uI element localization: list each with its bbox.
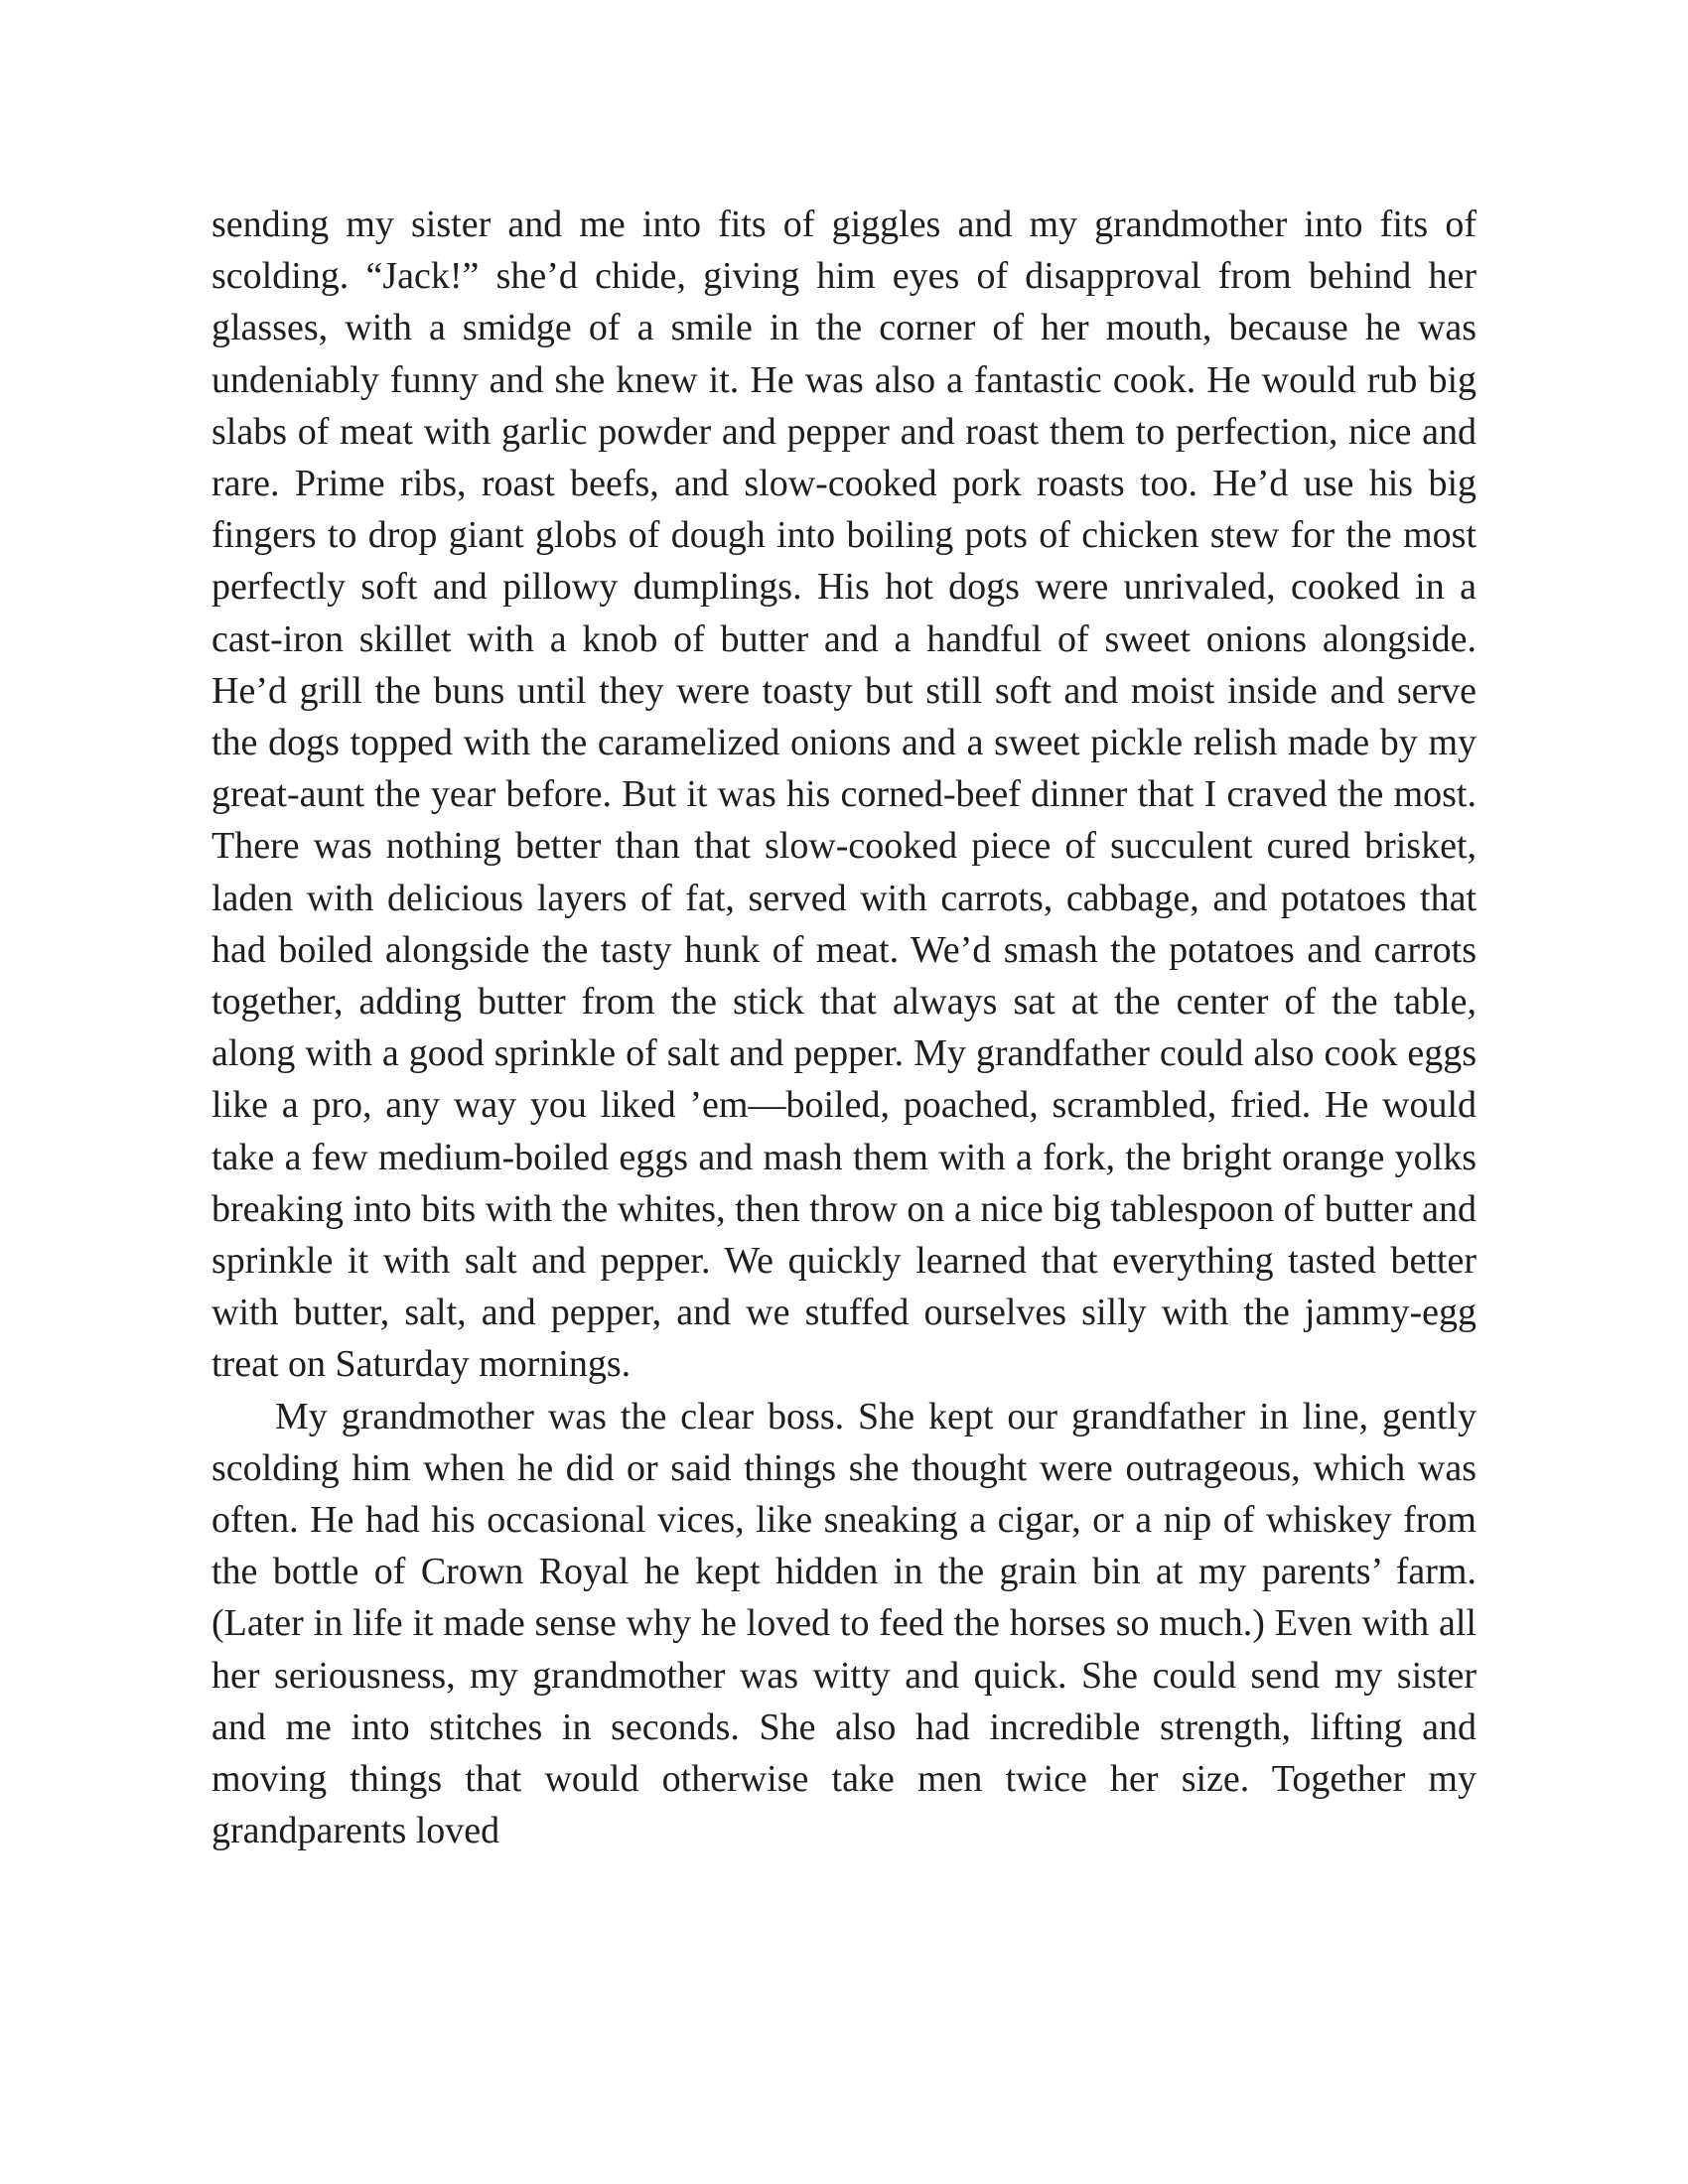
paragraph-continued: sending my sister and me into fits of giggles and my grandmother into fits of scolding. “Jack!” she’d chide, giving him eyes of disapproval from behind her glasses, with a smidge of a smile in the corner of her mouth, because he was undeniably funny and she knew it. He was also a fantastic cook. He would rub big slabs of meat with garlic powder and pepper and roast them to perfection, nice and rare. Prime ribs, roast beefs, and slow-cooked pork roasts too. He’d use his big fingers to drop giant globs of dough into boiling pots of chicken stew for the most perfectly soft and pillowy dumplings. His hot dogs were unrivaled, cooked in a cast-iron skillet with a knob of butter and a handful of sweet onions alongside. He’d grill the buns until they were toasty but still soft and moist inside and serve the dogs topped with the caramelized onions and a sweet pickle relish made by my great-aunt the year before. But it was his corned-beef dinner that I craved the most. There was nothing better than that slow-cooked piece of succulent cured brisket, laden with delicious layers of fat, served with carrots, cabbage, and potatoes that had boiled alongside the tasty hunk of meat. We’d smash the potatoes and carrots together, adding butter from the stick that always sat at the center of the table, along with a good sprinkle of salt and pepper. My grandfather could also cook eggs like a pro, any way you liked ’em—boiled, poached, scrambled, fried. He would take a few medium-boiled eggs and mash them with a fork, the bright orange yolks breaking into bits with the whites, then throw on a nice big tablespoon of butter and sprinkle it with salt and pepper. We quickly learned that everything tasted better with butter, salt, and pepper, and we stuffed ourselves silly with the jammy-egg treat on Saturday mornings.: [211, 204, 1477, 1386]
book-page: [211, 199, 1477, 1857]
paragraph-grandmother: My grandmother was the clear boss. She kept our grandfather in line, gently scolding him when he did or said things she thought were outrageous, which was often. He had his occasional vices, like sneaking a cigar, or a nip of whiskey from the bottle of Crown Royal he kept hidden in the grain bin at my parents’ farm. (Later in life it made sense why he loved to feed the horses so much.) Even with all her seriousness, my grandmother was witty and quick. She could send my sister and me into stitches in seconds. She also had incredible strength, lifting and moving things that would otherwise take men twice her size. Together my grandparents loved: [211, 1395, 1477, 1852]
